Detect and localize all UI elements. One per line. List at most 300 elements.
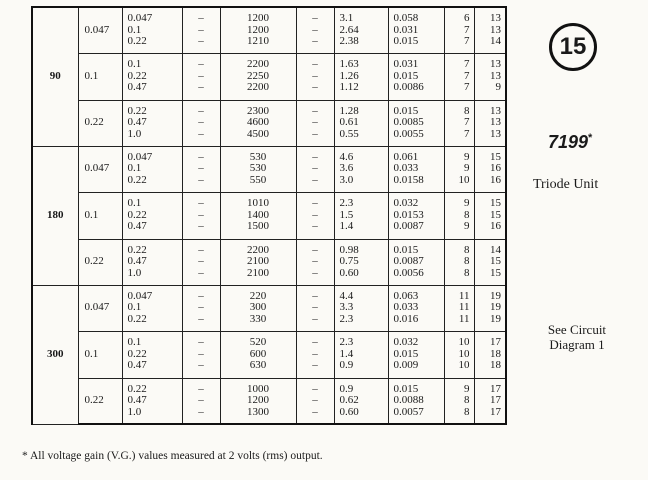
coupling-value-cell-value: 0.22 [127,173,147,186]
coupling-cap-cell-value: 0.061 [393,150,419,163]
plate-current-cell [444,100,474,146]
plate-current-cell-value: 7 [464,69,470,82]
dash-mark: – [198,69,204,82]
coupling-value-cell [122,239,182,285]
coupling-cap-cell-value: 0.0158 [393,173,424,186]
dash-mark: – [312,382,318,395]
table-row [32,53,506,100]
coupling-cap-cell [388,7,444,53]
dash-cell [296,239,334,285]
dash-mark: – [312,255,318,268]
voltage-gain-cell-value: 14 [490,243,501,256]
plate-current-cell-value: 9 [464,150,470,163]
dash-mark: – [312,220,318,233]
plate-current-cell-value: 8 [464,104,470,117]
coupling-cap-cell-value: 0.032 [393,336,419,349]
plate-current-cell-value: 8 [464,266,470,279]
voltage-gain-cell-value: 15 [490,150,501,163]
coupling-value-cell-value: 0.22 [127,243,147,256]
tube-name: 7199 [548,132,589,152]
voltage-gain-cell-value: 18 [490,347,501,360]
coupling-cap-cell-value: 0.031 [393,23,419,36]
table-row [32,100,506,146]
coupling-cap-cell [388,53,444,100]
cathode-resistor-cell [220,285,296,331]
dash-mark: – [198,243,204,256]
voltage-gain-cell-value: 13 [490,116,501,129]
output-voltage-cell-value: 0.9 [339,382,354,395]
output-voltage-cell-value: 0.60 [339,405,359,418]
dash-cell [182,192,220,239]
footnote: * All voltage gain (V.G.) values measured at 2 volts (rms) output. [22,450,323,462]
grid-resistor-cell: 0.22 [78,239,122,285]
voltage-gain-cell [474,100,506,146]
voltage-gain-cell-value: 13 [490,12,501,24]
plate-current-cell-value: 10 [458,347,470,360]
coupling-cap-cell-value: 0.058 [393,12,419,24]
plate-current-cell-value: 9 [464,382,470,395]
dash-mark: – [312,359,318,372]
output-voltage-cell-value: 2.64 [339,23,359,36]
voltage-gain-cell [474,192,506,239]
plate-current-cell-value: 7 [464,58,470,71]
dash-mark: – [312,243,318,256]
unit-label: Triode Unit [533,177,599,192]
badge-number: 15 [559,33,587,60]
plate-current-cell-value: 8 [464,394,470,406]
coupling-value-cell-value: 0.047 [127,289,153,302]
cathode-resistor-cell [220,378,296,424]
table-row [32,239,506,285]
dash-mark: – [198,255,204,268]
plate-current-cell-value: 8 [464,405,470,418]
voltage-gain-cell-value: 14 [490,35,501,47]
dash-mark: – [312,301,318,314]
dash-mark: – [198,301,204,314]
grid-resistor-cell: 0.22 [78,100,122,146]
coupling-cap-cell-value: 0.033 [393,301,419,314]
output-voltage-cell-value: 0.75 [339,255,359,268]
voltage-gain-cell-value: 15 [490,266,501,279]
see-circuit-line-1: See Circuit [547,322,607,337]
output-voltage-cell-value: 4.6 [339,150,354,163]
coupling-cap-cell-value: 0.0153 [393,208,424,221]
coupling-value-cell-value: 0.047 [127,12,153,24]
coupling-cap-cell-value: 0.015 [393,104,419,117]
plate-current-cell-value: 8 [464,243,470,256]
coupling-cap-cell-value: 0.0086 [393,81,424,94]
cathode-resistor-cell-value: 520 [249,336,267,349]
grid-resistor-cell: 0.1 [78,53,122,100]
coupling-value-cell-value: 0.22 [127,208,147,221]
coupling-value-cell-value: 0.1 [127,162,142,175]
voltage-gain-cell-value: 18 [490,359,501,372]
dash-mark: – [198,197,204,210]
cathode-resistor-cell-value: 1010 [247,197,269,210]
dash-mark: – [198,81,204,94]
cathode-resistor-cell [220,7,296,53]
output-voltage-cell [334,53,388,100]
dash-mark: – [312,208,318,221]
see-circuit-line-2: Diagram 1 [549,337,605,352]
plate-current-cell [444,239,474,285]
dash-cell [182,378,220,424]
voltage-gain-cell [474,7,506,53]
coupling-value-cell-value: 1.0 [127,405,142,418]
coupling-cap-cell [388,239,444,285]
cathode-resistor-cell [220,53,296,100]
output-voltage-cell-value: 3.1 [339,12,354,24]
coupling-cap-cell [388,146,444,192]
cathode-resistor-cell-value: 1300 [247,405,269,418]
coupling-value-cell-value: 0.22 [127,69,147,82]
cathode-resistor-cell-value: 220 [249,289,267,302]
dash-mark: – [198,23,204,36]
dash-mark: – [198,116,204,129]
output-voltage-cell [334,146,388,192]
coupling-value-cell-value: 0.22 [127,104,147,117]
cathode-resistor-cell-value: 1500 [247,220,269,233]
voltage-gain-cell-value: 17 [490,405,501,418]
output-voltage-cell-value: 1.28 [339,104,359,117]
coupling-cap-cell-value: 0.015 [393,347,419,360]
dash-mark: – [312,127,318,140]
output-voltage-cell-value: 1.4 [339,347,354,360]
plate-current-cell [444,53,474,100]
page-number-badge [549,23,597,71]
cathode-resistor-cell-value: 1400 [247,208,269,221]
voltage-gain-cell-value: 17 [490,336,501,349]
output-voltage-cell-value: 1.12 [339,81,359,94]
output-voltage-cell-value: 2.3 [339,336,354,349]
coupling-value-cell [122,285,182,331]
dash-mark: – [312,162,318,175]
voltage-gain-cell-value: 13 [490,69,501,82]
grid-resistor-cell: 0.047 [78,146,122,192]
coupling-value-cell [122,378,182,424]
dash-cell [296,378,334,424]
dash-mark: – [312,12,318,24]
dash-mark: – [198,266,204,279]
dash-mark: – [312,35,318,47]
output-voltage-cell-value: 2.38 [339,35,359,47]
coupling-value-cell-value: 0.22 [127,382,147,395]
voltage-gain-cell-value: 16 [490,173,501,186]
dash-cell [182,100,220,146]
coupling-value-cell-value: 0.47 [127,220,147,233]
coupling-cap-cell-value: 0.015 [393,69,419,82]
coupling-cap-cell-value: 0.0088 [393,394,424,406]
plate-current-cell [444,331,474,378]
plate-current-cell-value: 7 [464,81,470,94]
dash-mark: – [312,394,318,406]
output-voltage-cell-value: 0.55 [339,127,359,140]
plate-current-cell [444,378,474,424]
cathode-resistor-cell-value: 4500 [247,127,269,140]
voltage-gain-cell [474,378,506,424]
dash-mark: – [198,382,204,395]
plate-load-cell: 300 [32,285,78,424]
tube-data-table [31,6,507,425]
coupling-value-cell-value: 0.47 [127,81,147,94]
grid-resistor-cell: 0.1 [78,192,122,239]
coupling-value-cell-value: 0.47 [127,116,147,129]
cathode-resistor-cell-value: 2200 [247,243,269,256]
dash-mark: – [198,104,204,117]
coupling-cap-cell-value: 0.033 [393,162,419,175]
output-voltage-cell-value: 3.3 [339,301,354,314]
voltage-gain-cell-value: 15 [490,255,501,268]
output-voltage-cell-value: 0.61 [339,116,359,129]
voltage-gain-cell [474,53,506,100]
coupling-value-cell-value: 0.1 [127,23,142,36]
voltage-gain-cell-value: 13 [490,23,501,36]
coupling-value-cell-value: 1.0 [127,266,142,279]
dash-mark: – [198,220,204,233]
dash-mark: – [198,35,204,47]
dash-mark: – [198,336,204,349]
dash-cell [296,285,334,331]
dash-mark: – [312,150,318,163]
coupling-value-cell-value: 0.22 [127,35,147,47]
coupling-value-cell-value: 0.22 [127,347,147,360]
voltage-gain-cell-value: 16 [490,220,501,233]
cathode-resistor-cell-value: 330 [249,312,267,325]
coupling-value-cell [122,146,182,192]
plate-current-cell-value: 10 [458,359,470,372]
coupling-value-cell-value: 0.47 [127,255,147,268]
output-voltage-cell [334,285,388,331]
cathode-resistor-cell-value: 530 [249,162,267,175]
coupling-value-cell-value: 0.47 [127,359,147,372]
dash-mark: – [312,104,318,117]
cathode-resistor-cell-value: 1210 [247,35,269,47]
coupling-cap-cell-value: 0.0057 [393,405,424,418]
dash-cell [296,7,334,53]
tube-marker: * [588,132,593,144]
plate-current-cell-value: 11 [458,312,470,325]
voltage-gain-cell-value: 19 [490,312,501,325]
cathode-resistor-cell-value: 2100 [247,255,269,268]
dash-mark: – [198,405,204,418]
cathode-resistor-cell-value: 2100 [247,266,269,279]
coupling-cap-cell-value: 0.0087 [393,220,424,233]
plate-current-cell-value: 6 [464,12,470,24]
plate-current-cell [444,146,474,192]
voltage-gain-cell-value: 17 [490,382,501,395]
output-voltage-cell-value: 0.60 [339,266,359,279]
dash-mark: – [312,116,318,129]
dash-cell [182,239,220,285]
coupling-value-cell-value: 0.1 [127,58,142,71]
coupling-value-cell-value: 0.1 [127,197,142,210]
coupling-value-cell-value: 1.0 [127,127,142,140]
coupling-cap-cell [388,192,444,239]
output-voltage-cell-value: 2.3 [339,197,354,210]
cathode-resistor-cell-value: 4600 [247,116,269,129]
plate-current-cell-value: 7 [464,116,470,129]
cathode-resistor-cell [220,239,296,285]
dash-mark: – [312,23,318,36]
plate-current-cell-value: 8 [464,255,470,268]
coupling-value-cell [122,192,182,239]
cathode-resistor-cell-value: 630 [249,359,267,372]
cathode-resistor-cell-value: 1000 [247,382,269,395]
output-voltage-cell-value: 0.62 [339,394,359,406]
coupling-value-cell-value: 0.047 [127,150,153,163]
coupling-value-cell [122,100,182,146]
coupling-value-cell-value: 0.22 [127,312,147,325]
dash-mark: – [198,127,204,140]
coupling-value-cell-value: 0.1 [127,336,142,349]
output-voltage-cell [334,378,388,424]
cathode-resistor-cell [220,146,296,192]
output-voltage-cell [334,192,388,239]
output-voltage-cell-value: 2.3 [339,312,354,325]
coupling-value-cell [122,7,182,53]
dash-cell [182,53,220,100]
voltage-gain-cell [474,239,506,285]
voltage-gain-cell-value: 13 [490,58,501,71]
plate-load-cell: 90 [32,7,78,146]
plate-current-cell-value: 7 [464,127,470,140]
dash-mark: – [198,162,204,175]
voltage-gain-cell [474,146,506,192]
coupling-cap-cell-value: 0.009 [393,359,419,372]
dash-mark: – [312,173,318,186]
output-voltage-cell-value: 1.5 [339,208,354,221]
voltage-gain-cell-value: 19 [490,289,501,302]
coupling-value-cell [122,331,182,378]
coupling-cap-cell-value: 0.063 [393,289,419,302]
table-row [32,285,506,331]
table-row [32,192,506,239]
voltage-gain-cell [474,331,506,378]
coupling-cap-cell [388,378,444,424]
plate-current-cell-value: 11 [458,289,470,302]
output-voltage-cell [334,100,388,146]
see-circuit-note [527,322,627,352]
coupling-cap-cell-value: 0.015 [393,382,419,395]
coupling-value-cell-value: 0.47 [127,394,147,406]
cathode-resistor-cell [220,100,296,146]
voltage-gain-cell-value: 17 [490,394,501,406]
coupling-cap-cell-value: 0.0087 [393,255,424,268]
output-voltage-cell-value: 0.9 [339,359,354,372]
dash-mark: – [312,81,318,94]
dash-cell [296,100,334,146]
cathode-resistor-cell-value: 1200 [247,23,269,36]
plate-current-cell-value: 7 [464,23,470,36]
cathode-resistor-cell-value: 2200 [247,81,269,94]
coupling-cap-cell [388,331,444,378]
dash-mark: – [198,58,204,71]
plate-current-cell-value: 11 [458,301,470,314]
dash-mark: – [312,197,318,210]
coupling-cap-cell-value: 0.015 [393,243,419,256]
dash-cell [182,7,220,53]
coupling-cap-cell-value: 0.0056 [393,266,424,279]
coupling-cap-cell-value: 0.0055 [393,127,424,140]
coupling-cap-cell-value: 0.0085 [393,116,424,129]
dash-cell [182,331,220,378]
coupling-cap-cell [388,285,444,331]
dash-mark: – [198,173,204,186]
grid-resistor-cell: 0.047 [78,7,122,53]
dash-mark: – [312,336,318,349]
cathode-resistor-cell [220,192,296,239]
output-voltage-cell [334,239,388,285]
plate-current-cell-value: 10 [458,336,470,349]
output-voltage-cell-value: 3.6 [339,162,354,175]
dash-mark: – [312,266,318,279]
cathode-resistor-cell-value: 1200 [247,394,269,406]
dash-mark: – [312,289,318,302]
voltage-gain-cell-value: 15 [490,208,501,221]
dash-mark: – [312,405,318,418]
cathode-resistor-cell-value: 2200 [247,58,269,71]
dash-cell [182,285,220,331]
output-voltage-cell [334,331,388,378]
plate-current-cell-value: 7 [464,35,470,47]
dash-mark: – [198,289,204,302]
dash-mark: – [198,208,204,221]
cathode-resistor-cell-value: 2300 [247,104,269,117]
grid-resistor-cell: 0.1 [78,331,122,378]
plate-current-cell-value: 8 [464,208,470,221]
table-row [32,331,506,378]
plate-current-cell-value: 9 [464,220,470,233]
output-voltage-cell-value: 1.26 [339,69,359,82]
dash-mark: – [198,312,204,325]
voltage-gain-cell-value: 13 [490,127,501,140]
dash-cell [296,331,334,378]
dash-mark: – [198,359,204,372]
grid-resistor-cell: 0.22 [78,378,122,424]
cathode-resistor-cell-value: 2250 [247,69,269,82]
cathode-resistor-cell-value: 1200 [247,12,269,24]
cathode-resistor-cell-value: 550 [249,173,267,186]
voltage-gain-cell-value: 13 [490,104,501,117]
output-voltage-cell-value: 0.98 [339,243,359,256]
dash-cell [182,146,220,192]
coupling-cap-cell-value: 0.015 [393,35,419,47]
plate-current-cell [444,192,474,239]
cathode-resistor-cell-value: 300 [249,301,267,314]
output-voltage-cell-value: 4.4 [339,289,354,302]
dash-cell [296,53,334,100]
coupling-value-cell [122,53,182,100]
plate-load-cell: 180 [32,146,78,285]
plate-current-cell-value: 9 [464,162,470,175]
voltage-gain-cell-value: 9 [495,81,501,94]
plate-current-cell-value: 10 [458,173,470,186]
output-voltage-cell-value: 1.4 [339,220,354,233]
coupling-cap-cell-value: 0.016 [393,312,419,325]
dash-cell [296,146,334,192]
output-voltage-cell-value: 1.63 [339,58,359,71]
dash-cell [296,192,334,239]
plate-current-cell-value: 9 [464,197,470,210]
grid-resistor-cell: 0.047 [78,285,122,331]
cathode-resistor-cell-value: 600 [249,347,267,360]
coupling-cap-cell-value: 0.031 [393,58,419,71]
plate-current-cell [444,7,474,53]
dash-mark: – [198,347,204,360]
dash-mark: – [198,394,204,406]
plate-current-cell [444,285,474,331]
cathode-resistor-cell-value: 530 [249,150,267,163]
